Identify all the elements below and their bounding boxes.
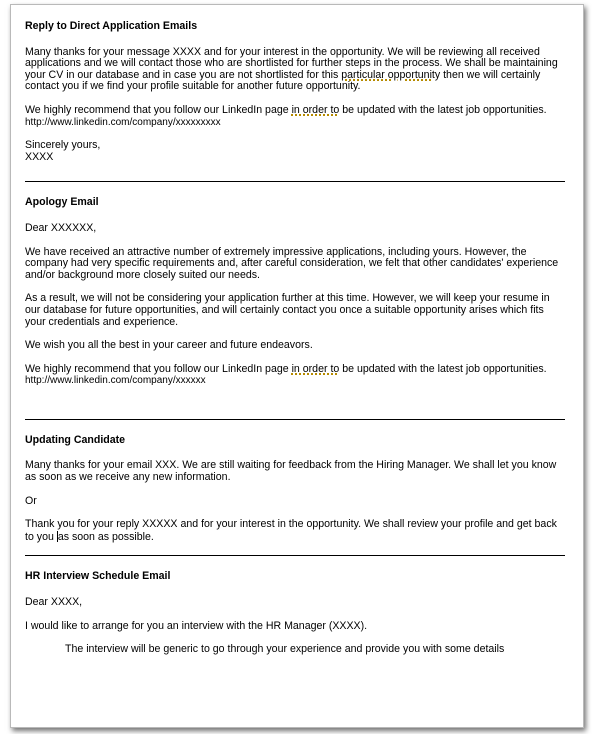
text: Thank you for your reply XXXXX and for your interest in the opportunity. We shall review your profile and get back to you [25,518,557,543]
text: be updated with the latest job opportunities. [339,362,547,375]
section-divider [25,181,565,182]
text: be updated with the latest job opportunities. [339,103,547,116]
linkedin-link[interactable]: http://www.linkedin.com/company/xxxxxxxxx [25,116,221,128]
paragraph: We have received an attractive number of extremely impressive applications, including yours. However, the company had very specific requirements and, after careful consideration, we felt that other candidates' experience and/or background more closely suited our needs. [25,245,559,281]
text: Many thanks for your message XXXX and for your interest in the opportunity. We will be reviewing all received applications and we will contact those who are shortlisted for further steps in the process. We shall be maintaining your CV in our database and in case you are not shortlisted for this [25,45,558,81]
paragraph [25,105,565,128]
greeting: Dear XXXX, [25,596,83,609]
grammar-flag[interactable]: particular opportunity [341,68,441,81]
paragraph: We wish you all the best in your career and future endeavors. [25,339,313,352]
section-divider [25,419,565,420]
greeting: Dear XXXXXX, [25,221,97,234]
grammar-flag[interactable]: in order to [291,103,340,116]
section-title-direct-application: Reply to Direct Application Emails [25,20,198,32]
text: then we will certainly contact you if we find your profile suitable for another future opportunity. [25,68,541,93]
text: We highly recommend that you follow our LinkedIn page [25,362,292,375]
paragraph: I would like to arrange for you an interview with the HR Manager (XXXX). [25,619,368,632]
paragraph: As a result, we will not be considering your application further at this time. However, we will keep your resume in our database for future opportunities, and will certainly contact you once a suitable opportunity arises which fits your credentials and experience. [25,292,550,328]
paragraph [25,519,565,543]
paragraph [25,364,565,387]
section-divider [25,555,565,556]
text: as soon as possible. [57,530,154,543]
text: We highly recommend that you follow our LinkedIn page [25,103,292,116]
signature: XXXX [25,150,54,163]
grammar-flag[interactable]: in order to [291,362,340,375]
document-body [25,21,565,668]
paragraph [25,47,565,93]
paragraph: The interview will be generic to go through your experience and provide you with some details [65,643,505,656]
paragraph: Or [25,494,37,507]
section-title-apology: Apology Email [25,196,99,209]
section-title-updating-candidate: Updating Candidate [25,433,126,446]
linkedin-link[interactable]: http://www.linkedin.com/company/xxxxxx [25,375,206,387]
paragraph: Many thanks for your email XXX. We are still waiting for feedback from the Hiring Manager. We shall let you know as soon as we receive any new information. [25,459,557,484]
closing-text: Sincerely yours, [25,139,101,152]
section-title-hr-interview: HR Interview Schedule Email [25,570,171,583]
closing [25,140,565,163]
document-page [10,4,584,728]
